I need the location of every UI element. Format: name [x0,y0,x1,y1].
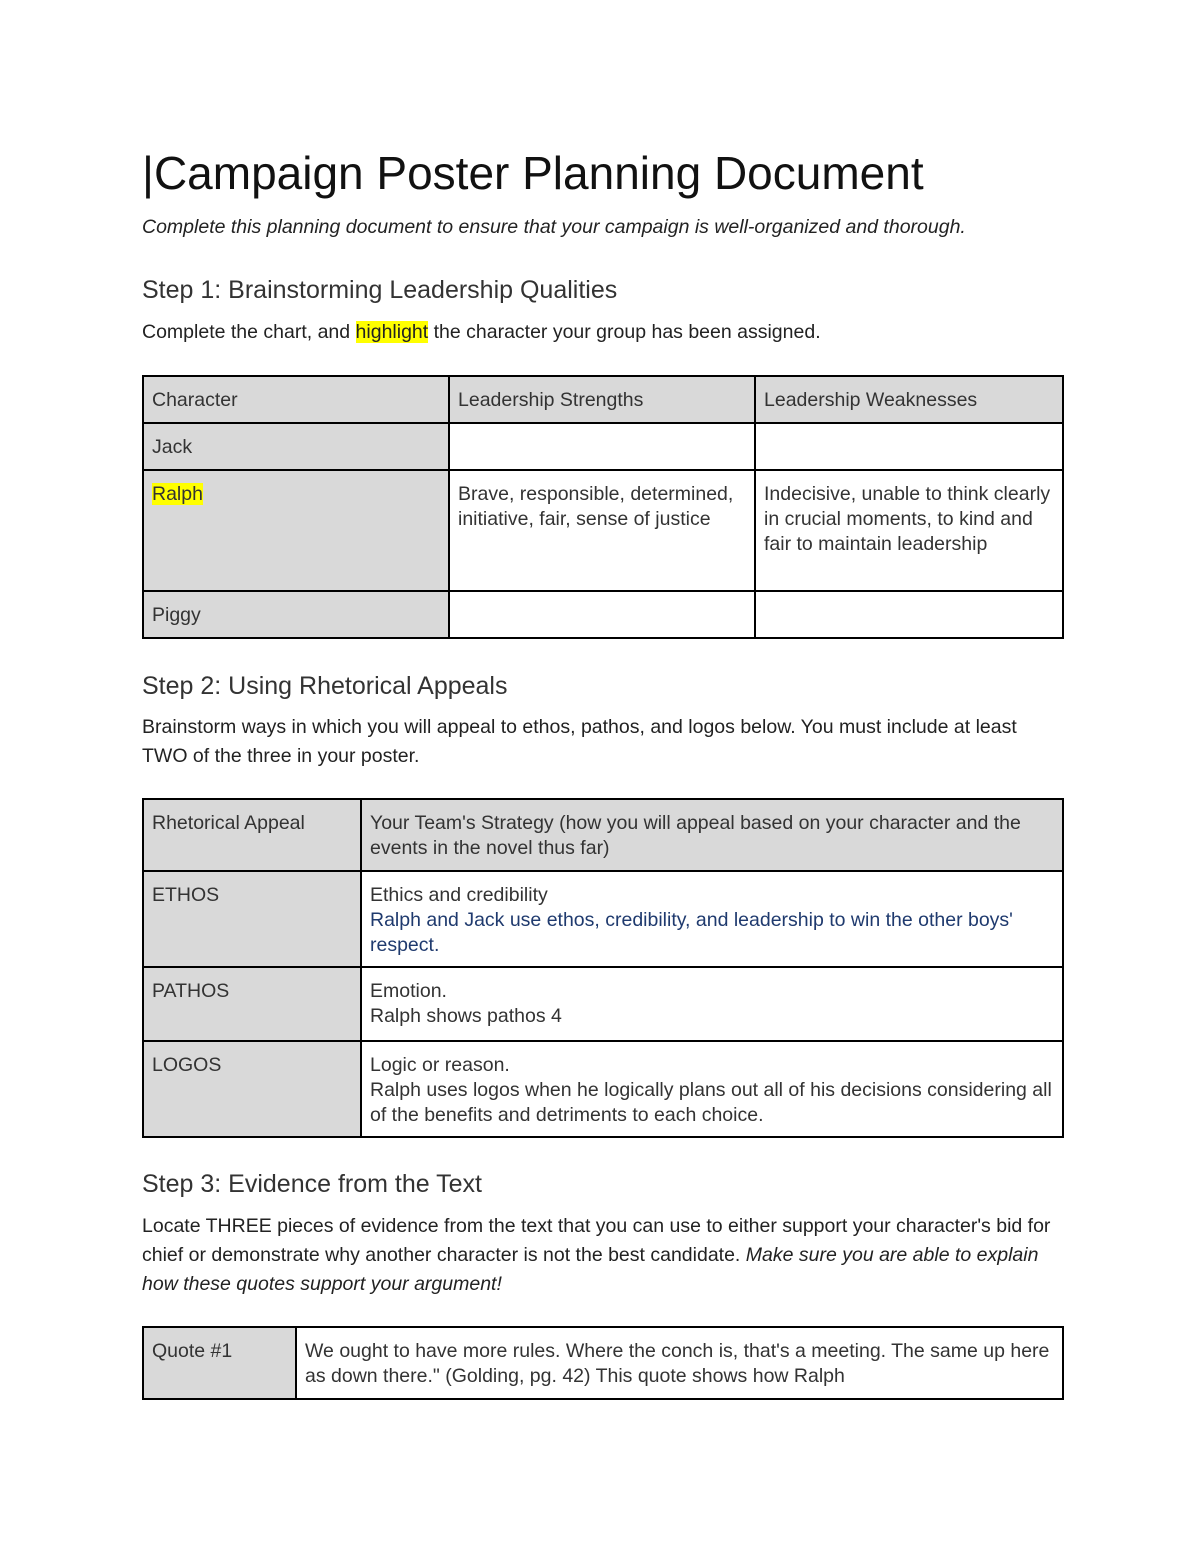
strengths-cell[interactable]: Brave, responsible, determined, initiative, fair, sense of justice [449,470,755,591]
header-strategy: Your Team's Strategy (how you will appeal based on your character and the events in the novel thus far) [361,799,1063,871]
table-row [143,967,1063,1041]
weaknesses-cell[interactable] [755,591,1063,638]
step3-instructions-text: Locate THREE pieces of evidence from the text that you can use to either support your character's bid for chief or demonstrate why another character is not the best candidate. [142,1215,1051,1266]
header-character: Character [143,376,449,423]
appeal-strategy: Ralph shows pathos 4 [370,1005,562,1027]
weaknesses-cell[interactable] [755,423,1063,470]
appeal-cell: LOGOS [143,1041,361,1137]
step2-instructions: Brainstorm ways in which you will appeal to ethos, pathos, and logos below. You must include at least TWO of the three in your poster. [142,716,1017,767]
leadership-header-row [143,376,1063,423]
table-row [143,1327,1063,1399]
document-title: |Campaign Poster Planning Document [142,147,924,199]
step1-instructions-start: Complete the chart, and [142,321,356,343]
step1-instructions [142,318,1062,347]
appeal-definition: Logic or reason. [370,1054,510,1076]
character-cell: Jack [143,423,449,470]
rhetorical-header-row [143,799,1063,871]
step2-heading: Step 2: Using Rhetorical Appeals [142,672,508,700]
table-row [143,591,1063,638]
step3-heading: Step 3: Evidence from the Text [142,1170,483,1198]
quote-label-cell: Quote #1 [143,1327,296,1399]
weaknesses-cell[interactable]: Indecisive, unable to think clearly in crucial moments, to kind and fair to maintain leadership [755,470,1063,591]
strategy-cell[interactable] [361,871,1063,967]
strengths-cell[interactable] [449,423,755,470]
appeal-strategy: Ralph and Jack use ethos, credibility, and leadership to win the other boys' respect. [370,909,1013,956]
table-row [143,1041,1063,1137]
strategy-cell[interactable] [361,1041,1063,1137]
strengths-cell[interactable] [449,591,755,638]
header-weaknesses: Leadership Weaknesses [755,376,1063,423]
evidence-table [142,1326,1064,1400]
appeal-cell: ETHOS [143,871,361,967]
table-row [143,470,1063,591]
step1-instructions-end: the character your group has been assigned. [428,321,821,343]
appeal-definition: Ethics and credibility [370,884,548,906]
table-row [143,871,1063,967]
highlighted-character: Ralph [152,483,203,505]
character-cell [143,470,449,591]
highlight-word: highlight [355,321,429,343]
step3-instructions-italic: Make sure you are able to explain how these quotes support your argument! [142,1244,1039,1295]
character-cell: Piggy [143,591,449,638]
appeal-definition: Emotion. [370,980,447,1002]
appeal-strategy: Ralph uses logos when he logically plans out all of his decisions considering all of the benefits and detriments to each choice. [370,1079,1052,1126]
table-row [143,423,1063,470]
appeal-cell: PATHOS [143,967,361,1041]
leadership-table [142,375,1064,639]
header-strengths: Leadership Strengths [449,376,755,423]
strategy-cell[interactable] [361,967,1063,1041]
step3-instructions [142,1212,1062,1299]
step1-heading: Step 1: Brainstorming Leadership Qualities [142,276,618,304]
quote-text-cell[interactable]: We ought to have more rules. Where the conch is, that's a meeting. The same up here as down there." (Golding, pg. 42) This quote shows how Ralph [296,1327,1063,1399]
rhetorical-table [142,798,1064,1138]
document-subtitle: Complete this planning document to ensure that your campaign is well-organized and thorough. [142,216,966,238]
header-appeal: Rhetorical Appeal [143,799,361,871]
